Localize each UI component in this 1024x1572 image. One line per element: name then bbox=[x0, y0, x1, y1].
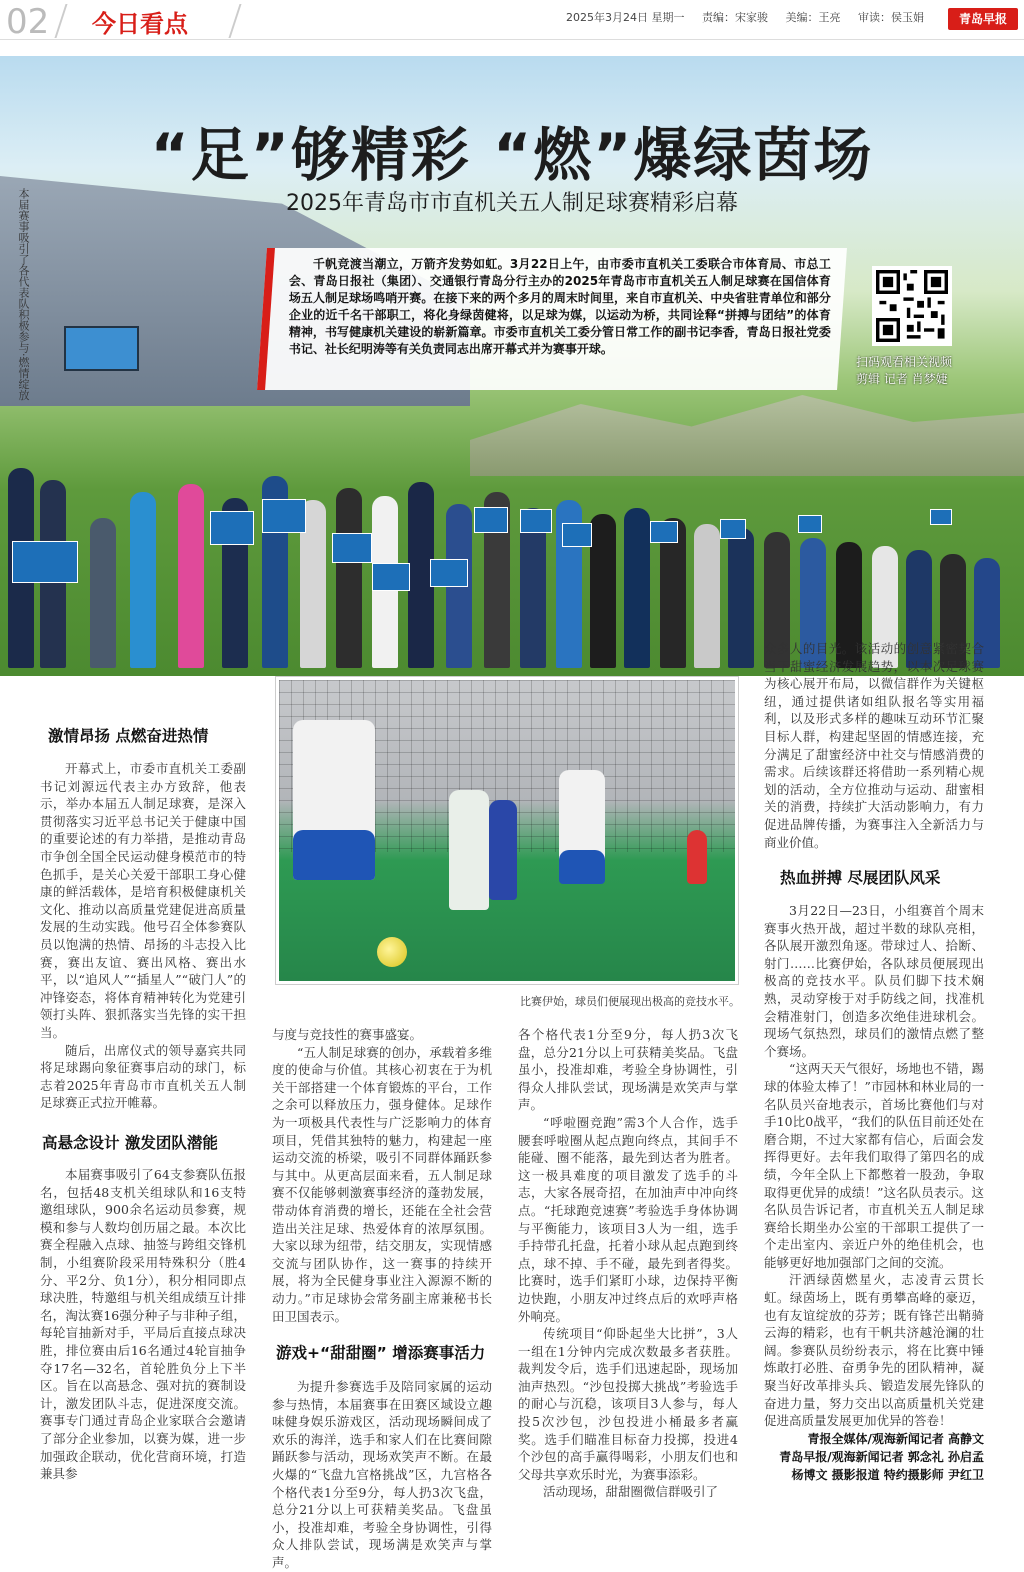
byline bbox=[764, 1430, 984, 1484]
paragraph: 传统项目“仰卧起坐大比拼”，3人一组在1分钟内完成次数最多者获胜。裁判发令后，选手们迅速起卧，现场加油声热烈。“沙包投掷大挑战”考验选手的耐心与沉稳，该项目3人参与，每人投5次沙包，沙包投进小桶最多者赢奖。选手们瞄准目标奋力投掷，投进4个沙包的高手赢得喝彩，小朋友们也和父母共享欢乐时光，为赛事添彩。 bbox=[518, 1326, 738, 1482]
lead-paragraph bbox=[257, 248, 847, 390]
qr-code-icon bbox=[876, 270, 948, 342]
article-column bbox=[764, 902, 984, 1428]
byline-line: 青岛早报/观海新闻记者 郭念礼 孙启孟 bbox=[779, 1450, 984, 1464]
article-column bbox=[272, 1026, 492, 1325]
photo-caption: 比赛伊始，球员们便展现出极高的竞技水平。 bbox=[520, 995, 740, 1008]
lead-text: 千帆竞渡当潮立，万箭齐发势如虹。3月22日上午，由市委市直机关工委联合市体育局、市总工会、青岛日报社（集团）、交通银行青岛分行主办的2025年青岛市市直机关五人制足球赛在国信体育场五人制足球场鸣哨开赛。在接下来的两个多月的周末时间里，来自市直机关、中央省驻青单位和部分企业的近千名干部职工，将化身绿茵健将，以足球为媒，以运动为桥，共同诠释“拼搏与团结”的体育精神，书写健康机关建设的崭新篇章。市委市直机关工委分管日常工作的副书记李香，青岛日报社党委书记、社长纪明涛等有关负责同志出席开幕式并为赛事开球。 bbox=[288, 257, 831, 356]
paragraph: 为提升参赛选手及陪同家属的运动参与热情，本届赛事在田赛区域设立趣味健身娱乐游戏区，活动现场瞬间成了欢乐的海洋，选手和家人们在比赛间隙踊跃参与活动，现场欢笑声不断。在最火爆的“飞盘九宫格挑战”区，九宫格各个格代表1分至9分，每人扔3次飞盘，总分21分以上可获精美奖品。飞盘虽小，投准却难，考验全身协调性，引得众人排队尝试，现场满是欢笑声与掌声。 bbox=[272, 1379, 492, 1570]
inset-photo bbox=[276, 677, 738, 984]
section-heading: 游戏+“甜甜圈” 增添赛事活力 bbox=[276, 1344, 486, 1362]
paragraph: 活动现场，甜甜圈微信群吸引了 bbox=[543, 1484, 719, 1500]
section-title: 今日看点 bbox=[92, 10, 188, 38]
headline-title: “足”够精彩 “燃”爆绿茵场 bbox=[150, 121, 874, 189]
byline-line: 杨博文 摄影报道 特约摄影师 尹红卫 bbox=[791, 1468, 984, 1482]
article-column bbox=[272, 1378, 492, 1572]
editor-credit: 责编：宋家骏 bbox=[702, 11, 768, 24]
paragraph: 汗洒绿茵燃星火，志凌青云贯长虹。绿茵场上，既有勇攀高峰的豪迈，也有友谊绽放的芬芳；既有锋芒出鞘骑云海的精彩，也有干帆共济越沧澜的壮阔。参赛队员纷纷表示，将在比赛中锤炼敢打必胜、奋勇争先的团队精神，凝聚当好改革排头兵、锻造发展先锋队的奋进力量，努力交出以高质量机关党建促进高质量发展更加优异的答卷！ bbox=[764, 1272, 984, 1429]
newspaper-logo: 青岛早报 bbox=[948, 8, 1018, 30]
qr-caption-credit: 剪辑 记者 肖梦婕 bbox=[856, 372, 948, 386]
designer-credit: 美编：王亮 bbox=[785, 11, 841, 24]
page-header bbox=[0, 0, 1024, 40]
paragraph: 本届赛事吸引了64支参赛队伍报名，包括48支机关组球队和16支特邀组球队，900余名运动员参赛，规模和参与人数均创历届之最。本次比赛全程融入点球、抽签与跨组交锋机制，小组赛阶段采用特殊积分（胜4分、平2分、负1分），积分相同即点球决胜，特邀组与机关组成绩互计排名，淘汰赛16强分种子与非种子组，每轮盲抽新对手，平局后直接点球决胜，排位赛由后16名通过4轮盲抽争夺17名—32名，首轮胜负分上下半区。旨在以高悬念、强对抗的赛制设计，激发团队斗志，促进深度交流。赛事专门通过青岛企业家联合会邀请了部分企业参加，以赛为媒，进一步加强政企联动，优化营商环境，打造兼具参 bbox=[40, 1167, 246, 1482]
section-heading: 热血拼搏 尽展团队风采 bbox=[780, 869, 941, 887]
paragraph: 与度与竞技性的赛事盛宴。 bbox=[272, 1027, 423, 1042]
qr-code[interactable] bbox=[872, 266, 952, 346]
proofreader-credit: 审读：侯玉娟 bbox=[858, 11, 924, 24]
qr-caption-line: 扫码观看相关视频 bbox=[856, 355, 953, 369]
paragraph: 3月22日—23日，小组赛首个周末赛事火热开战，超过半数的球队亮相，各队展开激烈角逐。带球过人、拾断、射门……比赛伊始，各队球员便展现出极高的竞技水平。队员们脚下技术娴熟，灵动穿梭于对手防线之间，找准机会精准射门，创造多次绝佳进球机会。现场气氛热烈，球员们的激情点燃了整个赛场。 bbox=[764, 903, 984, 1059]
stadium-screen bbox=[64, 326, 139, 371]
football bbox=[377, 937, 407, 967]
article-column bbox=[40, 1166, 246, 1483]
photo-vertical-caption: 本届赛事吸引了各代表队积极参与·燃情绽放 bbox=[17, 188, 30, 401]
paragraph: “呼啦圈竞跑”需3个人合作，选手腰套呼啦圈从起点跑向终点，其间手不能碰、圈不能落，最先到达者为胜者。这一极具难度的项目激发了选手的斗志，大家各展奇招，在加油声中冲向终点。“托球跑竞速赛”考验选手身体协调与平衡能力，该项目3人为一组，选手手持带孔托盘，托着小球从起点跑到终点，球不掉、手不碰，最先到者得奖。比赛时，选手们紧盯小球，边保持平衡边快跑，小朋友冲过终点后的欢呼声格外响亮。 bbox=[518, 1114, 738, 1324]
header-divider bbox=[54, 4, 67, 38]
section-heading: 高悬念设计 激发团队潜能 bbox=[42, 1134, 218, 1152]
issue-date: 2025年3月24日 星期一 bbox=[566, 11, 685, 24]
paragraph: “这两天天气很好，场地也不错，踢球的体验太棒了！”市园林和林业局的一名队员兴奋地表示，首场比赛他们与对手10比0战平，“我们的队伍目前还处在磨合期，不过大家都有信心，后面会发挥得更好。去年我们取得了第四名的成绩，今年全队上下都憋着一股劲，争取取得更优异的成绩！”这名队员表示。这名队员告诉记者，市直机关五人制足球赛给长期坐办公室的干部职工提供了一个走出室内、亲近户外的绝佳机会，也能够更好地加强部门之间的交流。 bbox=[764, 1061, 984, 1270]
article-column bbox=[518, 1026, 738, 1516]
paragraph: 众多人的目光。该活动的创意紧密契合当下甜蜜经济发展趋势，以本次足球赛为核心展开布局，以微信群作为关键枢纽，通过提供诸如组队报名等实用福利，以及形式多样的趣味互动环节汇聚目标人群，构建起坚固的情感连接，充分满足了甜蜜经济中社交与情感消费的需求。后续该群还将借助一系列精心规划的活动，全方位推动与运动、甜蜜相关的消费，持续扩大活动影响力，有力促进品牌传播，为赛事注入全新活力与商业价值。 bbox=[764, 641, 984, 850]
qr-caption bbox=[856, 354, 976, 388]
article-column bbox=[764, 640, 984, 850]
paragraph: “五人制足球赛的创办，承载着多维度的使命与价值。其核心初衷在于为机关干部搭建一个体育锻炼的平台，工作之余可以释放压力，强身健体。足球作为一项极具代表性与广泛影响力的体育项目，凭借其独特的魅力，构建起一座运动交流的桥梁，吸引不同群体踊跃参与其中。从更高层面来看，五人制足球赛不仅能够刺激赛事经济的蓬勃发展，带动体育消费的增长，还能在全社会营造出关注足球、热爱体育的浓厚氛围。大家以球为纽带，结交朋友，实现情感交流与团队协作，这一赛事的持续开展，将为全民健身事业注入源源不断的动力。”市足球协会常务副主席兼秘书长田卫国表示。 bbox=[272, 1044, 492, 1324]
article-column bbox=[40, 760, 246, 1112]
paragraph: 各个格代表1分至9分，每人扔3次飞盘，总分21分以上可获精美奖品。飞盘虽小，投准却难，考验全身协调性，引得众人排队尝试，现场满是欢笑声与掌声。 bbox=[518, 1027, 738, 1113]
paragraph: 开幕式上，市委市直机关工委副书记刘源远代表主办方致辞，他表示，举办本届五人制足球赛，是深入贯彻落实习近平总书记关于健康中国的重要论述的有力举措，是推动青岛市争创全国全民运动健身模范市的特色抓手，是关心关爱干部职工身心健康的鲜活载体，是培育积极健康机关文化、推动以高质量党建促进高质量发展的生动实践。他号召全体参赛队员以饱满的热情、昂扬的斗志投入比赛，赛出友谊、赛出风格、赛出水平，以“追风人”“插星人”“破门人”的冲锋姿态，将体育精神转化为党建引领打头阵、狠抓落实当先锋的实干担当。 bbox=[40, 761, 246, 1040]
header-meta bbox=[566, 9, 938, 25]
headline-subtitle: 2025年青岛市市直机关五人制足球赛精彩启幕 bbox=[286, 191, 738, 216]
paragraph: 随后，出席仪式的领导嘉宾共同将足球踢向象征赛事启动的球门，标志着2025年青岛市市直机关五人制足球赛正式拉开帷幕。 bbox=[40, 1042, 246, 1111]
section-heading: 激情昂扬 点燃奋进热情 bbox=[48, 727, 209, 745]
byline-line: 青报全媒体/观海新闻记者 高静文 bbox=[807, 1432, 984, 1446]
page-number: 02 bbox=[6, 2, 50, 42]
header-divider bbox=[228, 4, 241, 38]
